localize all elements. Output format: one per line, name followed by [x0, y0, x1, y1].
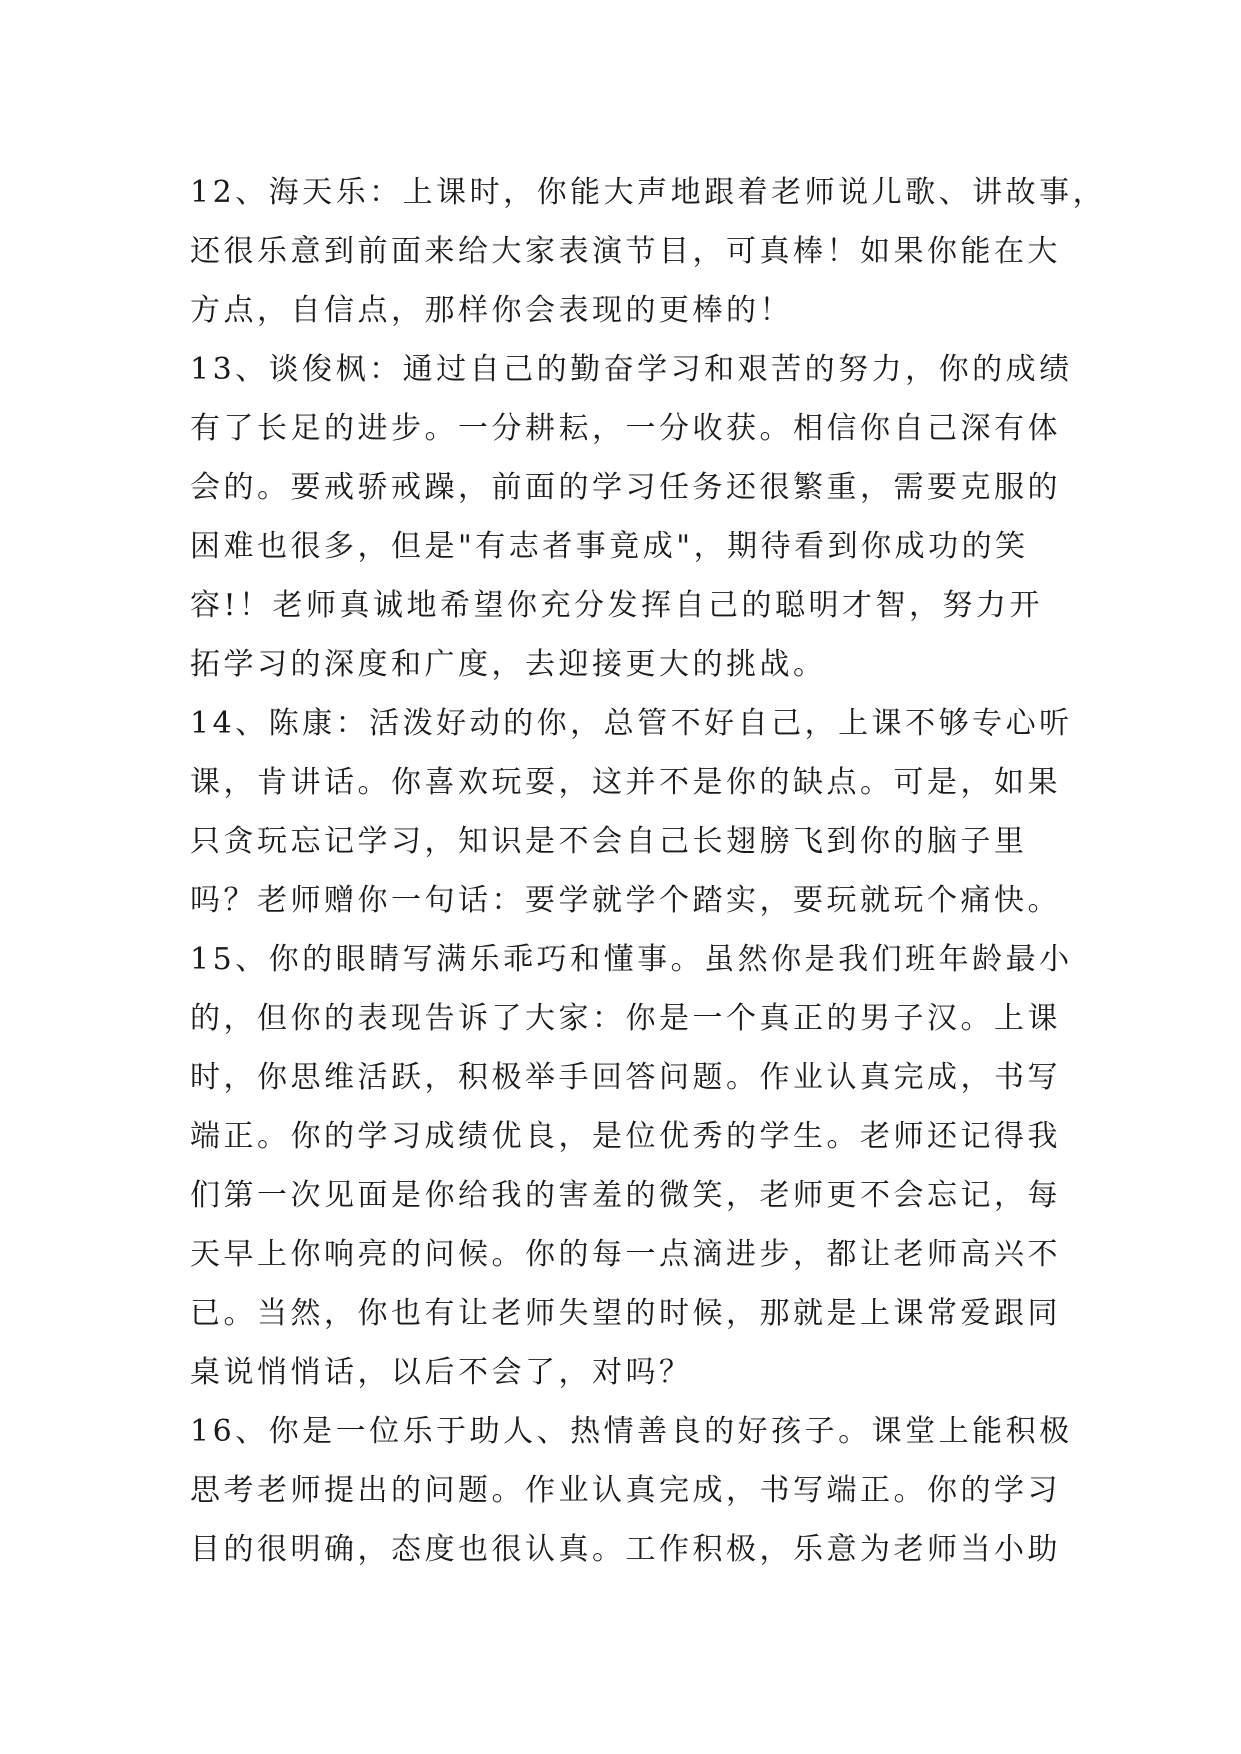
text-line: 拓学习的深度和广度，去迎接更大的挑战。 [190, 647, 827, 682]
text-line: 有了长足的进步。一分耕耘，一分收获。相信你自己深有体 [190, 411, 1061, 446]
body-text [190, 163, 1107, 1579]
text-line: 容!！老师真诚地希望你充分发挥自己的聪明才智，努力开 [190, 588, 1044, 623]
text-line: 16、你是一位乐于助人、热情善良的好孩子。课堂上能积极 [190, 1414, 1073, 1449]
text-line: 13、谈俊枫：通过自己的勤奋学习和艰苦的努力，你的成绩 [190, 352, 1073, 387]
text-line: 桌说悄悄话，以后不会了，对吗？ [190, 1355, 693, 1390]
text-line: 12、海天乐：上课时，你能大声地跟着老师说儿歌、讲故事， [190, 175, 1107, 210]
text-line: 天早上你响亮的问候。你的每一点滴进步，都让老师高兴不 [190, 1237, 1061, 1272]
text-line: 15、你的眼睛写满乐乖巧和懂事。虽然你是我们班年龄最小 [190, 942, 1073, 977]
text-line: 课，肯讲话。你喜欢玩耍，这并不是你的缺点。可是，如果 [190, 765, 1061, 800]
text-line: 还很乐意到前面来给大家表演节目，可真棒！如果你能在大 [190, 234, 1061, 269]
text-line: 端正。你的学习成绩优良，是位优秀的学生。老师还记得我 [190, 1119, 1061, 1154]
text-line: 目的很明确，态度也很认真。工作积极，乐意为老师当小助 [190, 1532, 1061, 1567]
text-line: 方点，自信点，那样你会表现的更棒的！ [190, 293, 793, 328]
text-line: 14、陈康：活泼好动的你，总管不好自己，上课不够专心听 [190, 706, 1073, 741]
text-line: 时，你思维活跃，积极举手回答问题。作业认真完成，书写 [190, 1060, 1061, 1095]
text-line: 会的。要戒骄戒躁，前面的学习任务还很繁重，需要克服的 [190, 470, 1061, 505]
text-line: 吗？老师赠你一句话：要学就学个踏实，要玩就玩个痛快。 [190, 883, 1061, 918]
text-line: 们第一次见面是你给我的害羞的微笑，老师更不会忘记，每 [190, 1178, 1061, 1213]
text-line: 困难也很多，但是"有志者事竟成"，期待看到你成功的笑 [190, 529, 1029, 564]
text-line: 的，但你的表现告诉了大家：你是一个真正的男子汉。上课 [190, 1001, 1061, 1036]
text-line: 思考老师提出的问题。作业认真完成，书写端正。你的学习 [190, 1473, 1061, 1508]
text-line: 只贪玩忘记学习，知识是不会自己长翅膀飞到你的脑子里 [190, 824, 1028, 859]
text-line: 已。当然，你也有让老师失望的时候，那就是上课常爱跟同 [190, 1296, 1061, 1331]
